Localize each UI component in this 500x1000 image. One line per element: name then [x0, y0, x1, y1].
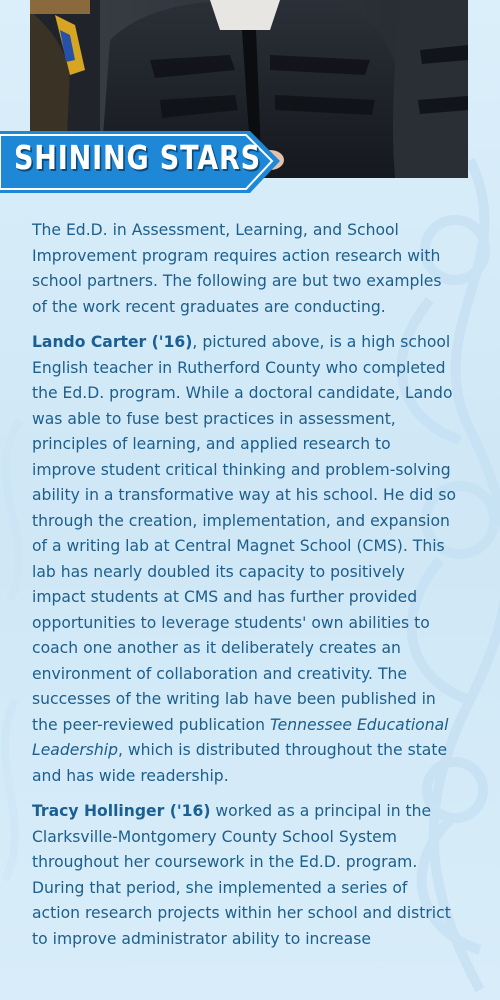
- publication-title: Tennessee Educational Leadership: [32, 715, 449, 759]
- tracy-paragraph: [32, 799, 457, 952]
- lando-text-after: , which is distributed throughout the state and has wide readership.: [32, 741, 448, 785]
- lando-paragraph: [32, 330, 457, 789]
- tracy-text: worked as a principal in the Clarksville-Montgomery County School System throughout her coursework in the Ed.D. program. During that period, she implemented a series of action research projects within her school and district to improve administrator ability to increase: [32, 802, 451, 948]
- tracy-name: Tracy Hollinger ('16): [32, 802, 211, 820]
- lando-text-before: , pictured above, is a high school English teacher in Rutherford County who completed the Ed.D. program. While a doctoral candidate, Lando was able to fuse best practices in assessment, principles of learning, and applied research to improve student critical thinking and problem-solving ability in a transformative way at his school. He did so through the creation, implementation, and expansion of a writing lab at Central Magnet School (CMS). This lab has nearly doubled its capacity to positively impact students at CMS and has further provided opportunities to leverage students' own abilities to coach one another as it deliberately creates an environment of collaboration and creativity. The successes of the writing lab have been published in the peer-reviewed publication: [32, 333, 457, 734]
- article-body: [32, 218, 457, 962]
- intro-paragraph: The Ed.D. in Assessment, Learning, and School Improvement program requires action research with school partners. The following are but two examples of the work recent graduates are conducting.: [32, 221, 442, 316]
- banner-title: SHINING STARS: [14, 138, 261, 177]
- lando-name: Lando Carter ('16): [32, 333, 193, 351]
